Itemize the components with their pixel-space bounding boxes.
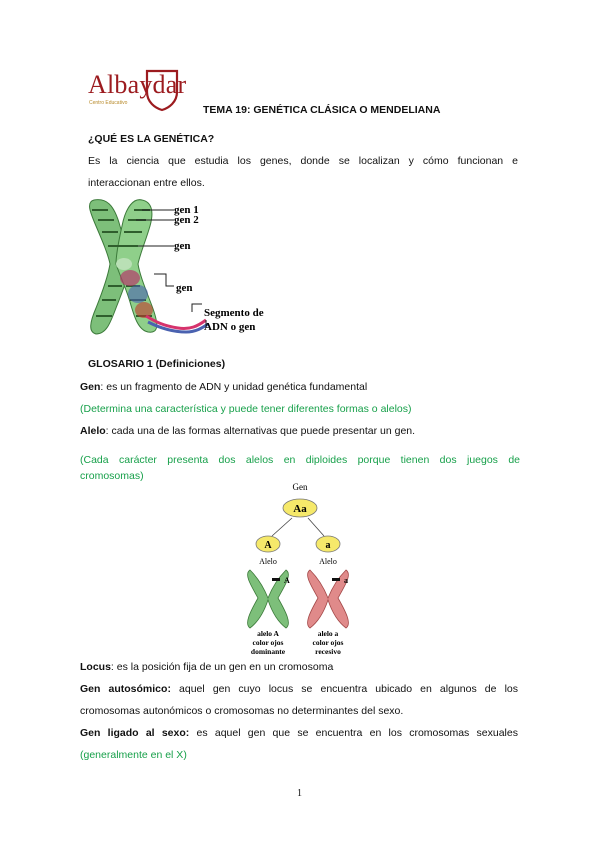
label-gen-b: gen bbox=[176, 282, 193, 294]
autosomal-term: Gen autosómico: bbox=[80, 683, 171, 695]
section-heading-genetica: ¿QUÉ ES LA GENÉTICA? bbox=[88, 133, 215, 145]
fig2-gen-label: Gen bbox=[292, 482, 308, 492]
label-segment-2: ADN o gen bbox=[204, 321, 256, 333]
sexlinked-definition-1 bbox=[80, 722, 518, 744]
locus-term: Locus bbox=[80, 661, 111, 673]
autosomal-definition-2: cromosomas autonómicos o cromosomas no determinantes del sexo. bbox=[80, 705, 404, 717]
page-number: 1 bbox=[297, 788, 302, 799]
allele-lower-text: a bbox=[325, 540, 331, 551]
definition-line-2: interaccionan entre ellos. bbox=[88, 177, 205, 189]
caption-left-2: color ojos bbox=[252, 638, 284, 647]
locus-definition bbox=[80, 656, 333, 678]
caption-right-3: recesivo bbox=[315, 647, 341, 656]
definition-line-1: Es la ciencia que estudia los genes, donde se localizan y cómo funcionan e bbox=[88, 155, 518, 167]
sexlinked-note: (generalmente en el X) bbox=[80, 749, 187, 761]
chromosome-green bbox=[248, 570, 289, 628]
sexlinked-def-1: es aquel gen que se encuentra en los cromosomas sexuales bbox=[189, 727, 518, 739]
alelo-definition bbox=[80, 420, 415, 442]
gen-note: (Determina una característica y puede tener diferentes formas o alelos) bbox=[80, 403, 412, 415]
label-segment-1: Segmento de bbox=[204, 307, 264, 319]
alelo-note-1: (Cada carácter presenta dos alelos en diploides porque tienen dos juegos de bbox=[80, 454, 520, 466]
autosomal-definition-1 bbox=[80, 678, 518, 700]
gen-definition bbox=[80, 376, 367, 398]
autosomal-def-1: aquel gen cuyo locus se encuentra ubicado en algunos de los bbox=[170, 683, 518, 695]
allele-upper-text: A bbox=[264, 540, 272, 551]
chromosome-figure bbox=[86, 196, 276, 340]
page-title: TEMA 19: GENÉTICA CLÁSICA O MENDELIANA bbox=[203, 104, 441, 116]
label-gen2: gen 2 bbox=[174, 214, 199, 226]
gen-term: Gen bbox=[80, 381, 101, 393]
locus-def: : es la posición fija de un gen en un cromosoma bbox=[110, 661, 334, 673]
gen-def: : es un fragmento de ADN y unidad genética fundamental bbox=[100, 381, 368, 393]
logo-text: Albaydar bbox=[88, 70, 187, 99]
alelo-term: Alelo bbox=[80, 425, 106, 437]
logo-subtitle: Centro Educativo bbox=[89, 100, 128, 106]
caption-left-1: alelo A bbox=[257, 629, 279, 638]
centromere bbox=[116, 258, 132, 270]
genotype-text: Aa bbox=[293, 503, 307, 515]
caption-left-3: dominante bbox=[250, 647, 286, 656]
caption-right-1: alelo a bbox=[317, 629, 339, 638]
dna-coil bbox=[120, 270, 208, 332]
allele-figure bbox=[228, 478, 388, 658]
alelo-left-label: Alelo bbox=[259, 557, 277, 566]
glossary-heading: GLOSARIO 1 (Definiciones) bbox=[88, 358, 226, 370]
caption-right-2: color ojos bbox=[312, 638, 344, 647]
label-gen-a: gen bbox=[174, 240, 191, 252]
label-gen1: gen 1 bbox=[174, 204, 199, 216]
chromosome-red bbox=[308, 570, 349, 628]
alelo-def: : cada una de las formas alternativas que puede presentar un gen. bbox=[105, 425, 416, 437]
marker-left: A bbox=[284, 576, 290, 585]
sexlinked-term: Gen ligado al sexo: bbox=[80, 727, 190, 739]
marker-right: a bbox=[344, 576, 348, 585]
shield-icon bbox=[144, 68, 180, 112]
alelo-note-2: cromosomas) bbox=[80, 470, 144, 482]
alelo-right-label: Alelo bbox=[319, 557, 337, 566]
